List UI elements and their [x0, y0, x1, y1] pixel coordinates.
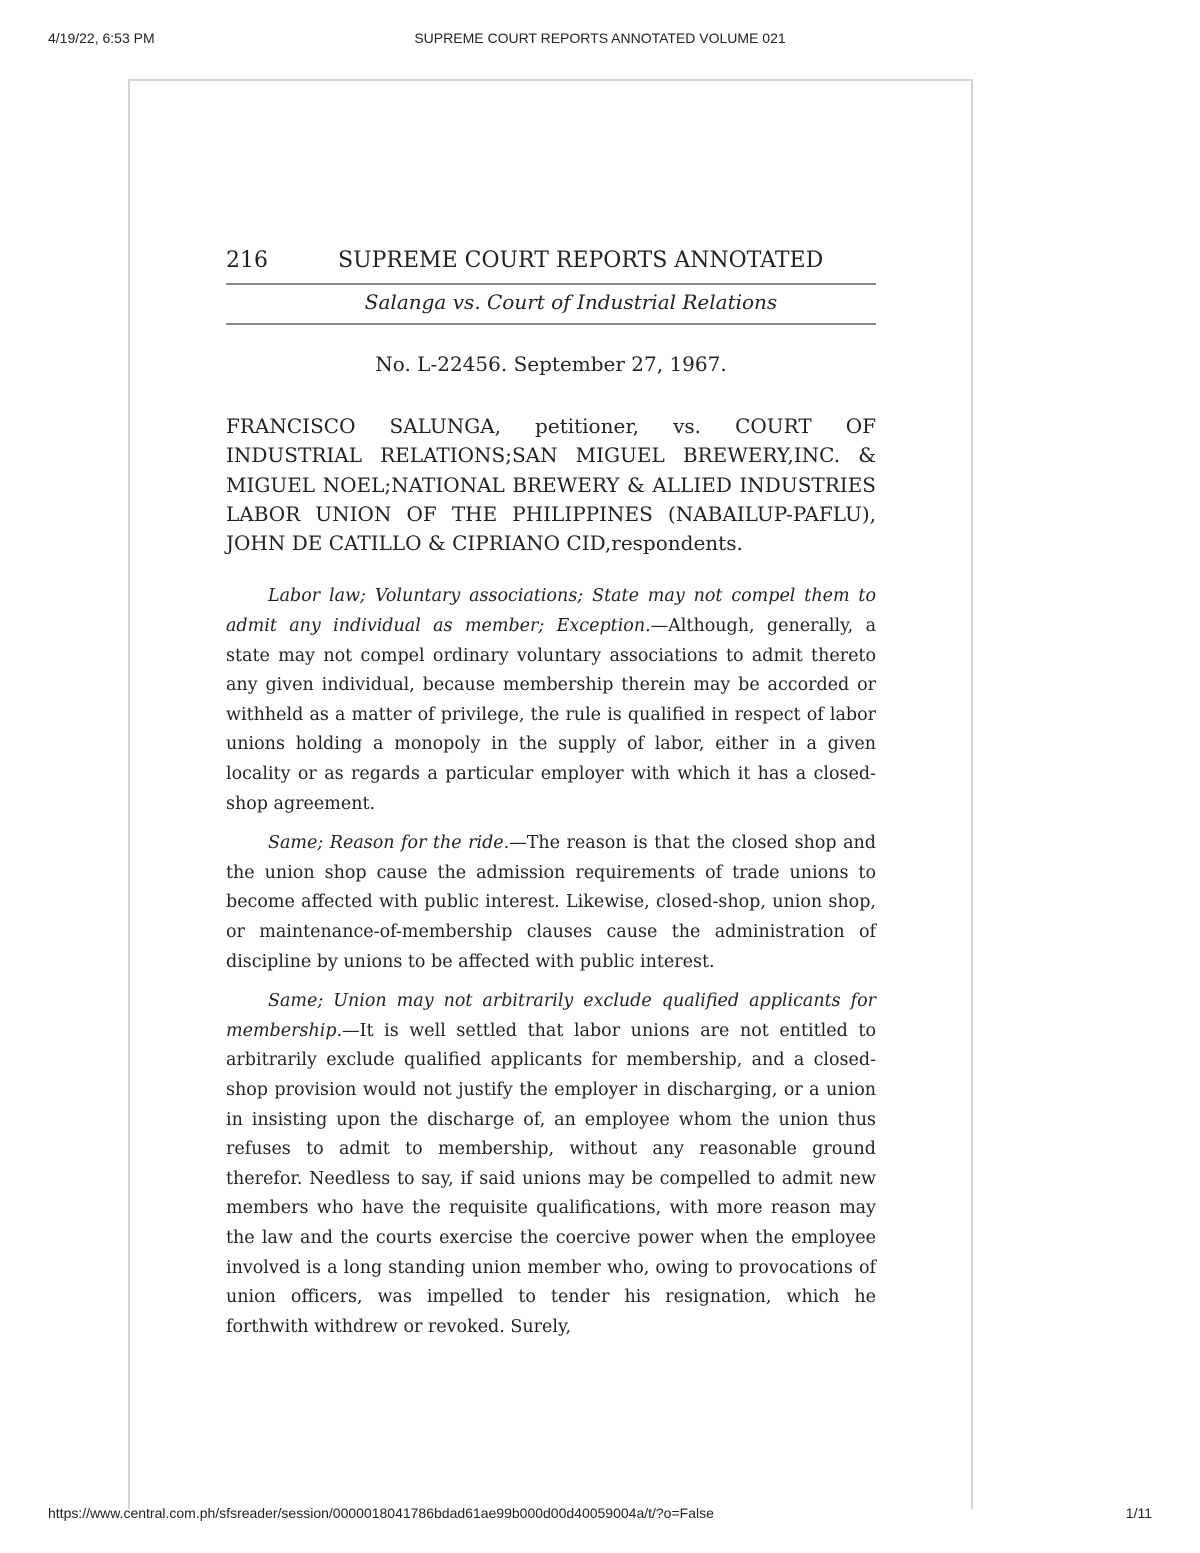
syllabus: [226, 582, 876, 1342]
case-title: Salanga vs. Court of Industrial Relations: [226, 285, 876, 325]
print-footer: [48, 1505, 1152, 1525]
syllabus-text: —The reason is that the closed shop and the union shop cause the admission requirements of trade unions to become affected with public interest. Likewise, closed-shop, union shop, or maintenance-of-membership clauses cause the administration of discipline by unions to be affected with public interest.: [226, 833, 876, 972]
syllabus-keywords: Labor law; Voluntary associations; State may not compel them to admit any individual as member; Exception.: [226, 586, 876, 637]
document-content: [226, 245, 876, 1352]
page-number: 216: [226, 248, 268, 273]
print-page-counter: 1/11: [1125, 1505, 1152, 1521]
running-head: [226, 245, 876, 285]
syllabus-text: —Although, generally, a state may not compel ordinary voluntary associations to admit thereto any given individual, because membership therein may be accorded or withheld as a matter of privilege, the rule is qualified in respect of labor unions holding a monopoly in the supply of labor, either in a given locality or as regards a particular employer with which it has a closed-shop agreement.: [226, 616, 876, 814]
syllabus-text: —It is well settled that labor unions are not entitled to arbitrarily exclude qualified applicants for membership, and a closed-shop provision would not justify the employer in discharging, or a union in insisting upon the discharge of, an employee whom the union thus refuses to admit to membership, without any reasonable ground therefor. Needless to say, if said unions may be compelled to admit new members who have the requisite qualifications, with more reason may the law and the courts exercise the coercive power when the employee involved is a long standing union member who, owing to provocations of union officers, was impelled to tender his resignation, which he forthwith withdrew or revoked. Surely,: [226, 1020, 876, 1337]
syllabus-keywords: Same; Reason for the ride.: [268, 833, 510, 854]
print-date-time: 4/19/22, 6:53 PM: [48, 30, 155, 46]
report-title: SUPREME COURT REPORTS ANNOTATED: [338, 248, 824, 273]
docket-number: No. L-22456. September 27, 1967.: [375, 352, 727, 376]
syllabus-paragraph: [226, 829, 876, 977]
print-document-title: SUPREME COURT REPORTS ANNOTATED VOLUME 021: [414, 30, 786, 46]
print-url[interactable]: https://www.central.com.ph/sfsreader/session/0000018041786bdad61ae99b000d00d40059004a/t/?o=False: [48, 1505, 714, 1521]
case-parties: FRANCISCO SALUNGA, petitioner, vs. COURT OF INDUSTRIAL RELATIONS;SAN MIGUEL BREWERY,INC. & MIGUEL NOEL;NATIONAL BREWERY & ALLIED INDUSTRIES LABOR UNION OF THE PHILIPPINES (NABAILUP-PAFLU), JOHN DE CATILLO & CIPRIANO CID,respondents.: [226, 414, 876, 556]
syllabus-paragraph: [226, 582, 876, 819]
syllabus-paragraph: [226, 987, 876, 1342]
print-header: [48, 30, 1152, 50]
syllabus-keywords: Same; Union may not arbitrarily exclude qualified applicants for membership.: [226, 991, 876, 1041]
